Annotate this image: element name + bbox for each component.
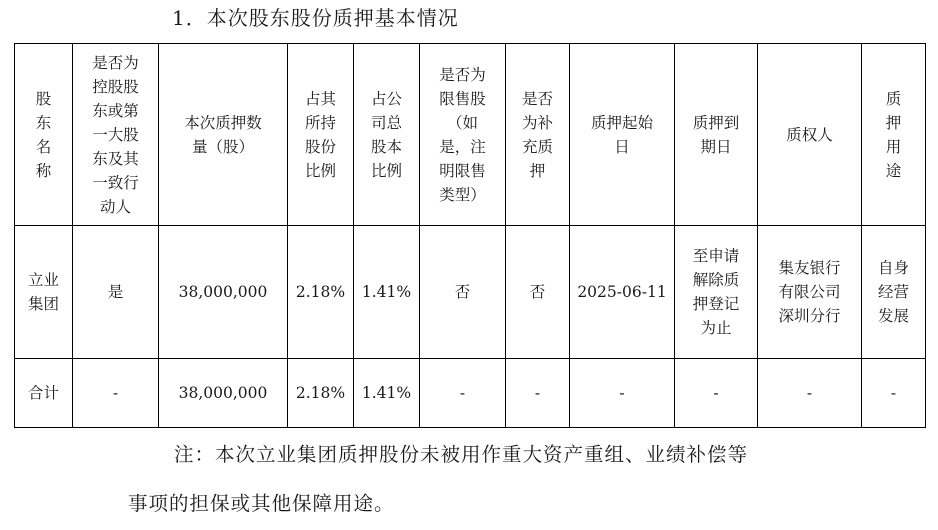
table-header-row <box>15 44 926 226</box>
data-cell <box>675 226 758 359</box>
data-cell-line: 是 <box>107 283 124 301</box>
data-cell-line: 立业 <box>27 271 59 289</box>
header-cell-line: 日 <box>614 137 630 156</box>
data-cell-line: 深圳分行 <box>778 307 841 325</box>
header-cell <box>288 44 354 226</box>
data-cell-line: 押登记 <box>692 295 740 313</box>
header-cell-line: 押 <box>885 113 902 132</box>
header-cell <box>675 44 758 226</box>
header-cell-line: 是否为 <box>439 65 486 84</box>
data-cell <box>73 226 159 359</box>
section-title: 1．本次股东股份质押基本情况 <box>172 6 459 30</box>
header-cell-line: 称 <box>35 161 52 180</box>
total-cell: - <box>758 359 862 428</box>
header-cell-line: 股份 <box>304 137 336 156</box>
header-cell-line: 占公 <box>370 89 402 108</box>
table-total-row <box>15 359 926 428</box>
header-cell-line: 质押起始 <box>590 113 653 132</box>
total-cell: - <box>506 359 570 428</box>
header-cell-line: 一致行 <box>92 173 139 192</box>
header-cell-line: 充质 <box>521 137 553 156</box>
total-cell: - <box>73 359 159 428</box>
data-cell-line: 否 <box>529 283 546 301</box>
header-cell-line: 是否 <box>521 89 553 108</box>
data-cell <box>15 226 73 359</box>
total-label: 合计 <box>15 359 73 428</box>
data-cell <box>354 226 420 359</box>
pledge-table <box>14 43 926 428</box>
header-cell-line: 是，注 <box>439 137 486 156</box>
header-cell-line: 途 <box>885 161 902 180</box>
data-cell <box>420 226 506 359</box>
data-cell-line: 自身 <box>877 259 909 277</box>
header-cell-line: 所持 <box>304 113 336 132</box>
header-cell-line: 动人 <box>99 197 131 216</box>
data-cell-line: 集友银行 <box>778 259 841 277</box>
data-cell <box>862 226 926 359</box>
header-cell-line: 控股股 <box>92 77 139 96</box>
header-cell <box>862 44 926 226</box>
header-cell <box>15 44 73 226</box>
header-cell-line: 名 <box>35 137 52 156</box>
data-cell-line: 2.18% <box>295 283 346 301</box>
header-cell-line: 类型） <box>439 185 486 204</box>
header-cell-line: 司总 <box>370 113 402 132</box>
header-cell <box>354 44 420 226</box>
note-text-line2: 事项的担保或其他保障用途。 <box>128 492 395 515</box>
header-cell-line: 押 <box>529 161 546 180</box>
table-row <box>15 226 926 359</box>
header-cell <box>73 44 159 226</box>
header-cell-line: 为补 <box>521 113 553 132</box>
data-cell <box>758 226 862 359</box>
data-cell <box>159 226 288 359</box>
data-cell <box>570 226 675 359</box>
header-cell-line: 股 <box>35 89 52 108</box>
header-cell-line: 期日 <box>700 137 732 156</box>
data-cell-line: 至申请 <box>692 247 740 265</box>
data-cell-line: 否 <box>454 283 471 301</box>
total-cell: 1.41% <box>354 359 420 428</box>
header-cell-line: （如 <box>446 113 478 132</box>
data-cell <box>288 226 354 359</box>
data-cell-line: 经营 <box>877 283 909 301</box>
data-cell-line: 38,000,000 <box>178 283 268 301</box>
header-cell <box>506 44 570 226</box>
data-cell <box>506 226 570 359</box>
header-cell-line: 东及其 <box>92 149 139 168</box>
total-cell: 2.18% <box>288 359 354 428</box>
header-cell <box>159 44 288 226</box>
total-cell: - <box>862 359 926 428</box>
data-cell-line: 为止 <box>700 319 732 337</box>
header-cell <box>570 44 675 226</box>
header-cell-line: 用 <box>885 137 902 156</box>
header-cell-line: 比例 <box>370 161 402 180</box>
header-cell-line: 股本 <box>370 137 402 156</box>
header-cell-line: 质押到 <box>692 113 740 132</box>
note-text-line1: 注：本次立业集团质押股份未被用作重大资产重组、业绩补偿等 <box>174 443 749 466</box>
data-cell-line: 2025-06-11 <box>577 283 667 301</box>
total-cell: 38,000,000 <box>159 359 288 428</box>
total-cell: - <box>420 359 506 428</box>
header-cell-line: 明限售 <box>439 161 486 180</box>
total-cell: - <box>570 359 675 428</box>
data-cell-line: 1.41% <box>361 283 412 301</box>
header-cell-line: 质权人 <box>786 125 833 144</box>
header-cell-line: 东或第 <box>92 101 139 120</box>
header-cell-line: 是否为 <box>92 53 139 72</box>
data-cell-line: 解除质 <box>692 271 740 289</box>
header-cell-line: 东 <box>35 113 52 132</box>
header-cell-line: 质 <box>885 89 902 108</box>
header-cell-line: 占其 <box>304 89 336 108</box>
header-cell-line: 本次质押数 <box>184 113 262 132</box>
data-cell-line: 发展 <box>877 307 909 325</box>
header-cell-line: 限售股 <box>439 89 486 108</box>
data-cell-line: 集团 <box>27 295 59 313</box>
total-cell: - <box>675 359 758 428</box>
data-cell-line: 有限公司 <box>778 283 841 301</box>
header-cell-line: 一大股 <box>92 125 139 144</box>
header-cell-line: 量（股） <box>191 137 254 156</box>
header-cell <box>758 44 862 226</box>
header-cell-line: 比例 <box>304 161 336 180</box>
header-cell <box>420 44 506 226</box>
